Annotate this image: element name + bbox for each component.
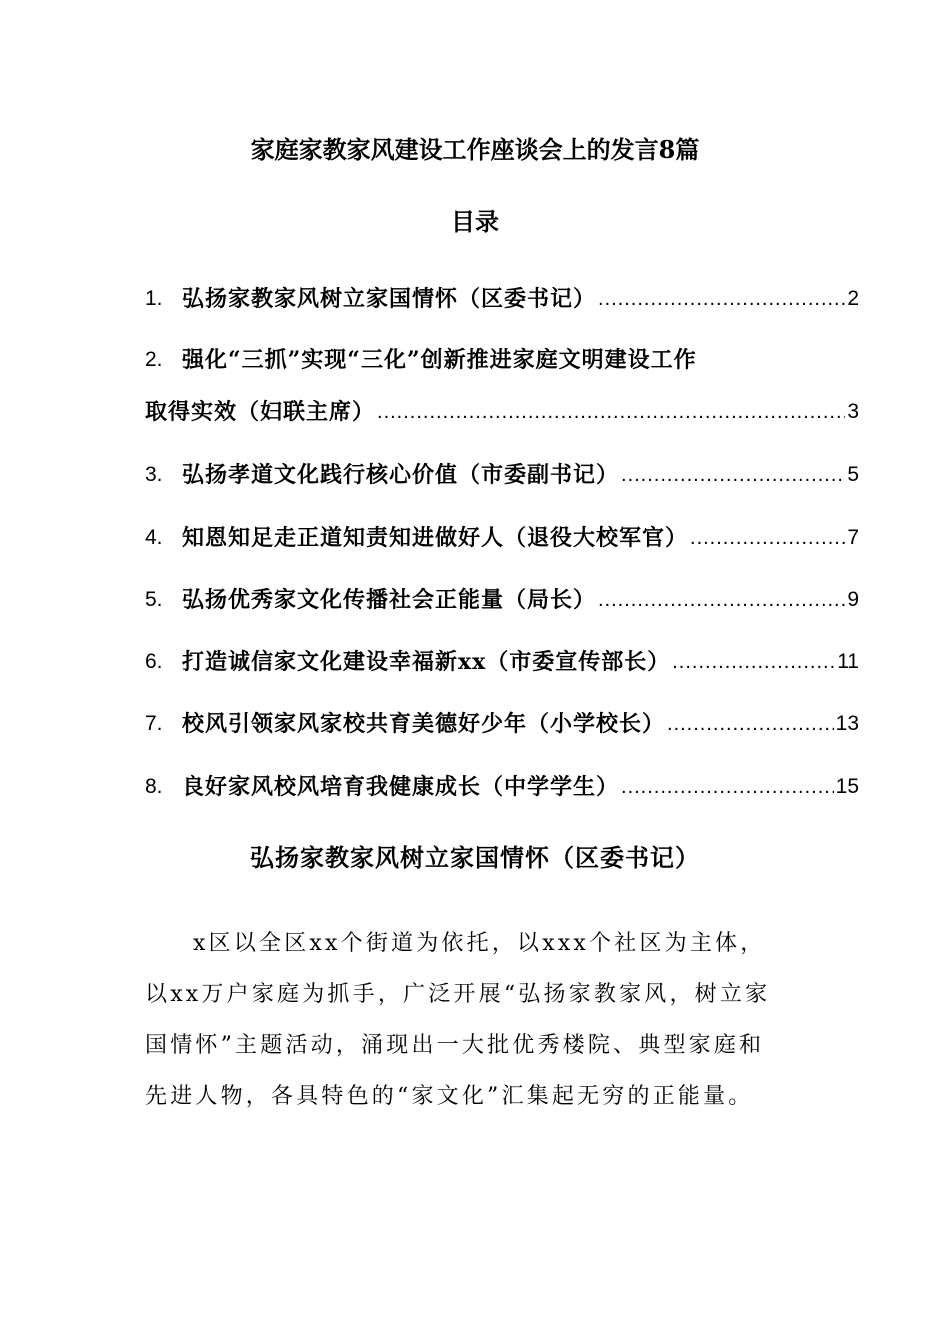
- toc-dot-leader: [598, 279, 845, 319]
- toc-dot-leader: [621, 455, 845, 495]
- toc-entry-number: 5.: [145, 588, 163, 611]
- toc-dot-leader: [621, 767, 834, 807]
- toc-entry-title: 良好家风校风培育我健康成长（中学学生）: [182, 774, 620, 800]
- toc-entry[interactable]: [145, 455, 859, 495]
- toc-entry[interactable]: [145, 279, 859, 319]
- toc-entry-number: 6.: [145, 650, 163, 673]
- toc-entry-title: 弘扬孝道文化践行核心价值（市委副书记）: [182, 462, 620, 488]
- toc-entry-number: 7.: [145, 712, 163, 735]
- toc-entry[interactable]: [145, 518, 859, 558]
- toc-entry-title: 知恩知足走正道知责知进做好人（退役大校军官）: [182, 525, 689, 551]
- paragraph-line: 以xx万户家庭为抓手，广泛开展“弘扬家教家风，树立家: [145, 982, 771, 1007]
- toc-dot-leader: [690, 518, 845, 558]
- toc-entry-number: 8.: [145, 775, 163, 798]
- toc-dot-leader: [598, 580, 845, 620]
- toc-entry-title-line1: 强化“三抓”实现“三化”创新推进家庭文明建设工作: [182, 347, 697, 373]
- toc-entry[interactable]: [145, 767, 859, 807]
- paragraph-line: 先进人物，各具特色的“家文化”汇集起无穷的正能量。: [145, 1084, 754, 1109]
- toc-dot-leader: [667, 704, 834, 744]
- toc-entry-page: 2: [847, 287, 859, 310]
- toc-dot-leader: [377, 392, 845, 432]
- toc-entry-title: 校风引领家风家校共育美德好少年（小学校长）: [182, 711, 666, 737]
- document-title: 家庭家教家风建设工作座谈会上的发言8篇: [250, 135, 700, 164]
- toc-dot-leader: [672, 642, 835, 682]
- toc-entry-page: 5: [847, 463, 859, 486]
- toc-entry[interactable]: [145, 392, 859, 432]
- toc-entry-number: 3.: [145, 463, 163, 486]
- toc-entry-page: 15: [835, 775, 859, 798]
- toc-entry[interactable]: [145, 642, 859, 682]
- toc-entry-number: 1.: [145, 287, 163, 310]
- toc-entry-number: 4.: [145, 526, 163, 549]
- toc-entry[interactable]: [145, 704, 859, 744]
- toc-entry[interactable]: [145, 580, 859, 620]
- toc-entry-page: 11: [837, 650, 859, 673]
- toc-entry-page: 3: [847, 400, 859, 423]
- toc-entry-number: 2.: [145, 348, 163, 371]
- toc-entry-page: 9: [847, 588, 859, 611]
- toc-entry-title: 取得实效（妇联主席）: [145, 399, 376, 425]
- toc-entry-title: 弘扬优秀家文化传播社会正能量（局长）: [182, 587, 597, 613]
- paragraph-line: 国情怀”主题活动，涌现出一大批优秀楼院、典型家庭和: [145, 1033, 765, 1058]
- section-title: 弘扬家教家风树立家国情怀（区委书记）: [250, 843, 700, 872]
- paragraph-line: x区以全区xx个街道为依托，以xxx个社区为主体，: [193, 931, 766, 956]
- toc-entry-title: 打造诚信家文化建设幸福新xx（市委宣传部长）: [182, 649, 671, 675]
- toc-entry-line1[interactable]: [145, 340, 859, 380]
- toc-entry-page: 13: [835, 712, 859, 735]
- toc-heading: 目录: [451, 207, 499, 236]
- toc-entry-page: 7: [847, 526, 859, 549]
- toc-entry-title: 弘扬家教家风树立家国情怀（区委书记）: [182, 286, 597, 312]
- body-paragraph: [145, 918, 817, 1122]
